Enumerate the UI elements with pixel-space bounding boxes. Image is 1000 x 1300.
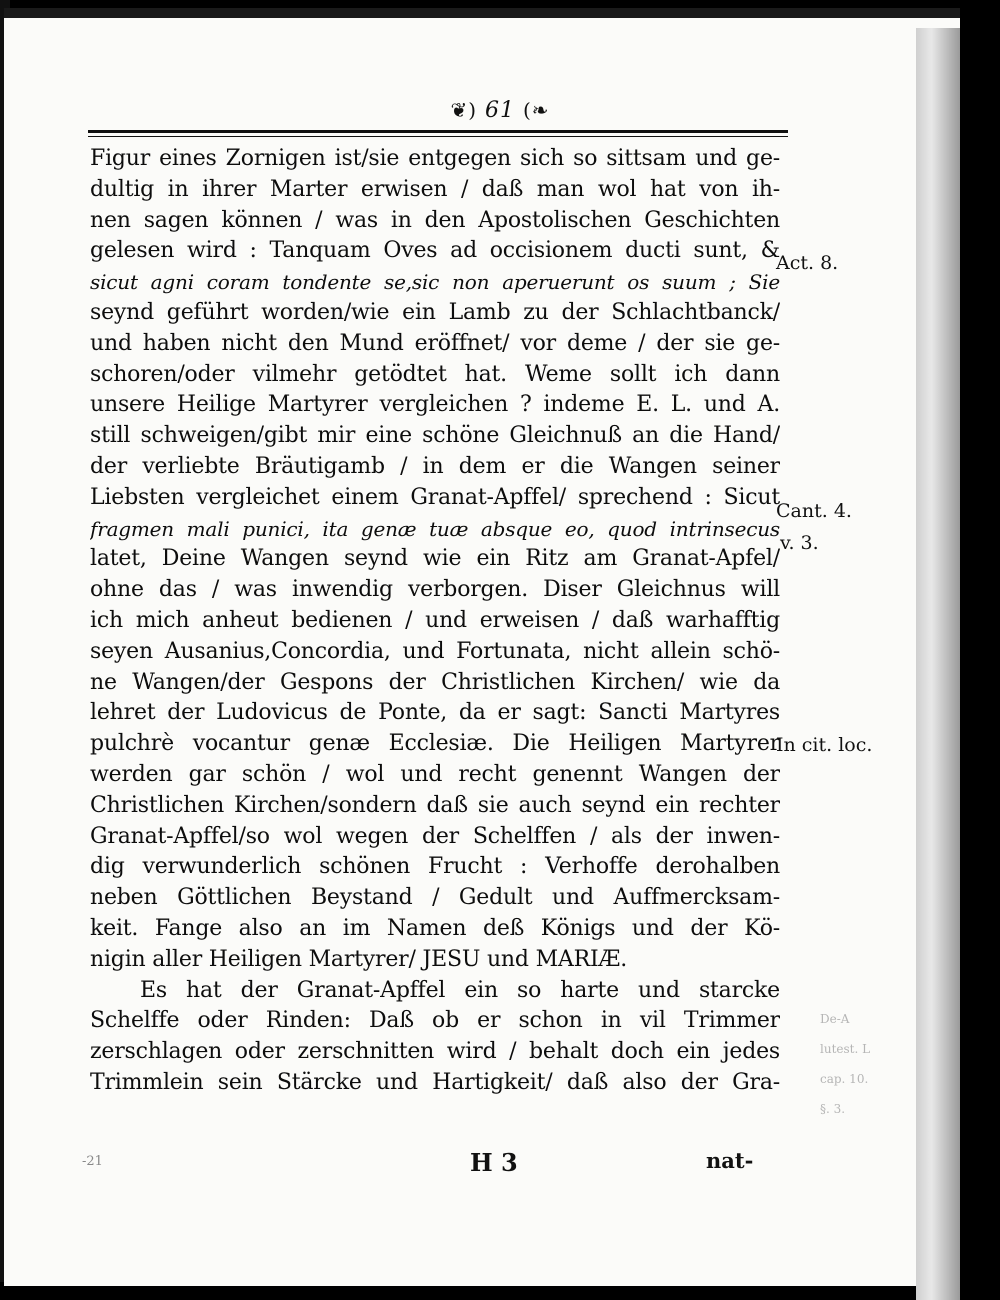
catchword: nat- <box>706 1148 754 1173</box>
page-number: 61 <box>485 98 515 123</box>
text-line: und haben nicht den Mund eröffnet/ vor deme / der sie ge- <box>90 330 780 356</box>
text-line: lehret der Ludovicus de Ponte, da er sagt: Sancti Martyres <box>90 700 780 726</box>
header-ornament-left: ❦) <box>450 98 477 122</box>
text-line: dig verwunderlich schönen Frucht : Verhoffe derohalben <box>90 854 780 880</box>
text-line: zerschlagen oder zerschnitten wird / behalt doch ein jedes <box>90 1039 780 1065</box>
text-line: Schelffe oder Rinden: Daß ob er schon in vil Trimmer <box>90 1008 780 1034</box>
running-header <box>0 98 1000 123</box>
text-line: Granat-Apffel/so wol wegen der Schelffen / als der inwen- <box>90 823 780 849</box>
text-line: unsere Heilige Martyrer vergleichen ? indeme E. L. und A. <box>90 392 780 418</box>
text-line: neben Göttlichen Beystand / Gedult und Auffmercksam- <box>90 885 780 911</box>
text-line: keit. Fange also an im Namen deß Königs und der Kö- <box>90 915 780 941</box>
bleed-through-text: De-A <box>820 1012 850 1026</box>
text-line: Trimmlein sein Stärcke und Hartigkeit/ daß also der Gra- <box>90 1069 780 1095</box>
margin-note-incit: In cit. loc. <box>776 734 873 756</box>
text-line: werden gar schön / wol und recht genennt Wangen der <box>90 761 780 787</box>
footer-bleed-number: -21 <box>82 1154 103 1169</box>
text-line: nigin aller Heiligen Martyrer/ JESU und MARIÆ. <box>90 946 628 972</box>
margin-note-act: Act. 8. <box>776 252 839 274</box>
page-footer <box>0 1148 1000 1178</box>
bleed-through-text: §. 3. <box>820 1102 846 1116</box>
bleed-through-text: cap. 10. <box>820 1072 869 1086</box>
header-ornament-right: (❧ <box>523 98 550 122</box>
text-line: dultig in ihrer Marter erwisen / daß man wol hat von ih- <box>90 176 780 202</box>
page-gutter-shadow <box>916 28 960 1300</box>
text-line: nen sagen können / was in den Apostolischen Geschichten <box>90 207 780 233</box>
text-line: fragmen mali punici, ita genæ tuæ absque eo, quod intrinsecus <box>90 516 780 541</box>
text-line: Liebsten vergleichet einem Granat-Apffel/ sprechend : Sicut <box>90 484 780 510</box>
margin-note-cant: Cant. 4. <box>776 500 852 522</box>
text-line: ohne das / was inwendig verborgen. Diser Gleichnus will <box>90 577 780 603</box>
text-block <box>90 144 780 1099</box>
text-line: ne Wangen/der Gespons der Christlichen Kirchen/ wie da <box>90 669 780 695</box>
signature-mark: H 3 <box>470 1148 518 1177</box>
header-rule-thin <box>88 136 788 137</box>
header-rule <box>88 130 788 133</box>
bleed-through-text: lutest. L <box>820 1042 871 1056</box>
text-line: still schweigen/gibt mir eine schöne Gleichnuß an die Hand/ <box>90 423 780 449</box>
text-line: schoren/oder vilmehr getödtet hat. Weme sollt ich dann <box>90 361 780 387</box>
text-line: der verliebte Bräutigamb / in dem er die Wangen seiner <box>90 453 780 479</box>
text-line: sicut agni coram tondente se,sic non aperuerunt os suum ; Sie <box>90 270 780 295</box>
margin-note-verse: v. 3. <box>780 532 819 554</box>
text-line: ich mich anheut bedienen / und erweisen / daß warhafftig <box>90 607 780 633</box>
text-line: Es hat der Granat-Apffel ein so harte und starcke <box>140 977 780 1003</box>
text-line: pulchrè vocantur genæ Ecclesiæ. Die Heiligen Martyrer <box>90 731 780 757</box>
text-line: seynd geführt worden/wie ein Lamb zu der Schlachtbanck/ <box>90 299 780 325</box>
text-line: latet, Deine Wangen seynd wie ein Ritz am Granat-Apfel/ <box>90 546 780 572</box>
text-line: gelesen wird : Tanquam Oves ad occisionem ducti sunt, & <box>90 238 780 264</box>
text-line: Figur eines Zornigen ist/sie entgegen sich so sittsam und ge- <box>90 146 780 171</box>
text-line: Christlichen Kirchen/sondern daß sie auch seynd ein rechter <box>90 792 780 818</box>
text-line: seyen Ausanius,Concordia, und Fortunata, nicht allein schö- <box>90 638 780 664</box>
